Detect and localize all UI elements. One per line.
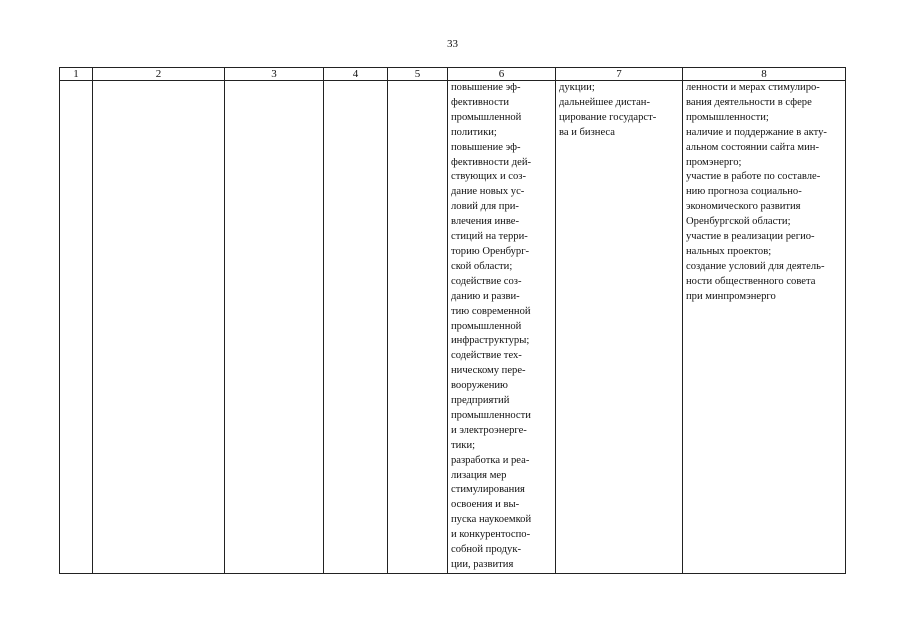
text-line: участие в реализации регио- <box>686 231 815 243</box>
column-header-3: 3 <box>225 68 324 81</box>
text-line: промышленности; <box>686 111 769 123</box>
text-line: и электроэнерге- <box>451 424 527 436</box>
text-line: фективности <box>451 96 510 108</box>
text-line: промышленной <box>451 111 522 123</box>
text-line: дание новых ус- <box>451 186 525 198</box>
text-line: повышение эф- <box>451 82 521 93</box>
document-table <box>59 67 846 574</box>
table-header-row <box>60 68 846 81</box>
text-line: промэнерго; <box>686 156 742 168</box>
table-cell-col4 <box>324 81 388 574</box>
text-line: вооружению <box>451 380 508 392</box>
column-header-1: 1 <box>60 68 93 81</box>
text-line: фективности дей- <box>451 156 532 168</box>
text-line: ции, развития <box>451 559 514 570</box>
text-line: ленности и мерах стимулиро- <box>686 82 820 93</box>
text-line: данию и разви- <box>451 290 520 302</box>
text-line: нию прогноза социально- <box>686 186 802 198</box>
text-line: ническому пере- <box>451 365 526 377</box>
text-line: содействие соз- <box>451 275 522 287</box>
text-line: участие в работе по составле- <box>686 171 821 183</box>
text-line: влечения инве- <box>451 216 519 228</box>
text-line: промышленной <box>451 320 522 332</box>
text-line: ности общественного совета <box>686 275 816 287</box>
table-cell-col8 <box>683 81 846 574</box>
table-row <box>60 81 846 574</box>
text-line: торию Оренбург- <box>451 245 530 257</box>
text-line: ва и бизнеса <box>559 126 615 138</box>
col7-text <box>556 81 682 141</box>
page-number: 33 <box>447 38 458 50</box>
text-line: лизация мер <box>451 469 507 481</box>
table-cell-col6 <box>448 81 556 574</box>
column-header-6: 6 <box>448 68 556 81</box>
column-header-8: 8 <box>683 68 846 81</box>
text-line: нальных проектов; <box>686 245 772 257</box>
col8-text <box>683 81 845 305</box>
text-line: создание условий для деятель- <box>686 260 825 272</box>
text-line: ствующих и соз- <box>451 171 526 183</box>
table-cell-col1 <box>60 81 93 574</box>
column-header-2: 2 <box>93 68 225 81</box>
text-line: содействие тех- <box>451 350 522 362</box>
text-line: политики; <box>451 126 497 138</box>
col6-text <box>448 81 555 573</box>
text-line: освоения и вы- <box>451 499 520 511</box>
text-line: дальнейшее дистан- <box>559 96 650 108</box>
table-cell-col3 <box>225 81 324 574</box>
column-header-7: 7 <box>556 68 683 81</box>
text-line: инфраструктуры; <box>451 335 530 347</box>
table-cell-col2 <box>93 81 225 574</box>
text-line: пуска наукоемкой <box>451 514 532 526</box>
text-line: ловий для при- <box>451 201 519 213</box>
column-header-5: 5 <box>388 68 448 81</box>
text-line: альном состоянии сайта мин- <box>686 141 819 153</box>
column-header-4: 4 <box>324 68 388 81</box>
text-line: вания деятельности в сфере <box>686 96 812 108</box>
text-line: тию современной <box>451 305 531 317</box>
text-line: наличие и поддержание в акту- <box>686 126 827 138</box>
text-line: повышение эф- <box>451 141 521 153</box>
text-line: предприятий <box>451 395 510 407</box>
text-line: стиций на терри- <box>451 231 528 243</box>
text-line: и конкурентоспо- <box>451 529 531 541</box>
text-line: собной продук- <box>451 544 521 556</box>
text-line: при минпромэнерго <box>686 290 776 302</box>
text-line: дукции; <box>559 82 595 93</box>
text-line: стимулирования <box>451 484 525 496</box>
table-cell-col7 <box>556 81 683 574</box>
table-cell-col5 <box>388 81 448 574</box>
text-line: тики; <box>451 439 476 451</box>
text-line: промышленности <box>451 409 531 421</box>
text-line: Оренбургской области; <box>686 216 791 228</box>
text-line: ской области; <box>451 260 513 272</box>
text-line: экономического развития <box>686 201 801 213</box>
text-line: цирование государст- <box>559 111 657 123</box>
text-line: разработка и реа- <box>451 454 530 466</box>
